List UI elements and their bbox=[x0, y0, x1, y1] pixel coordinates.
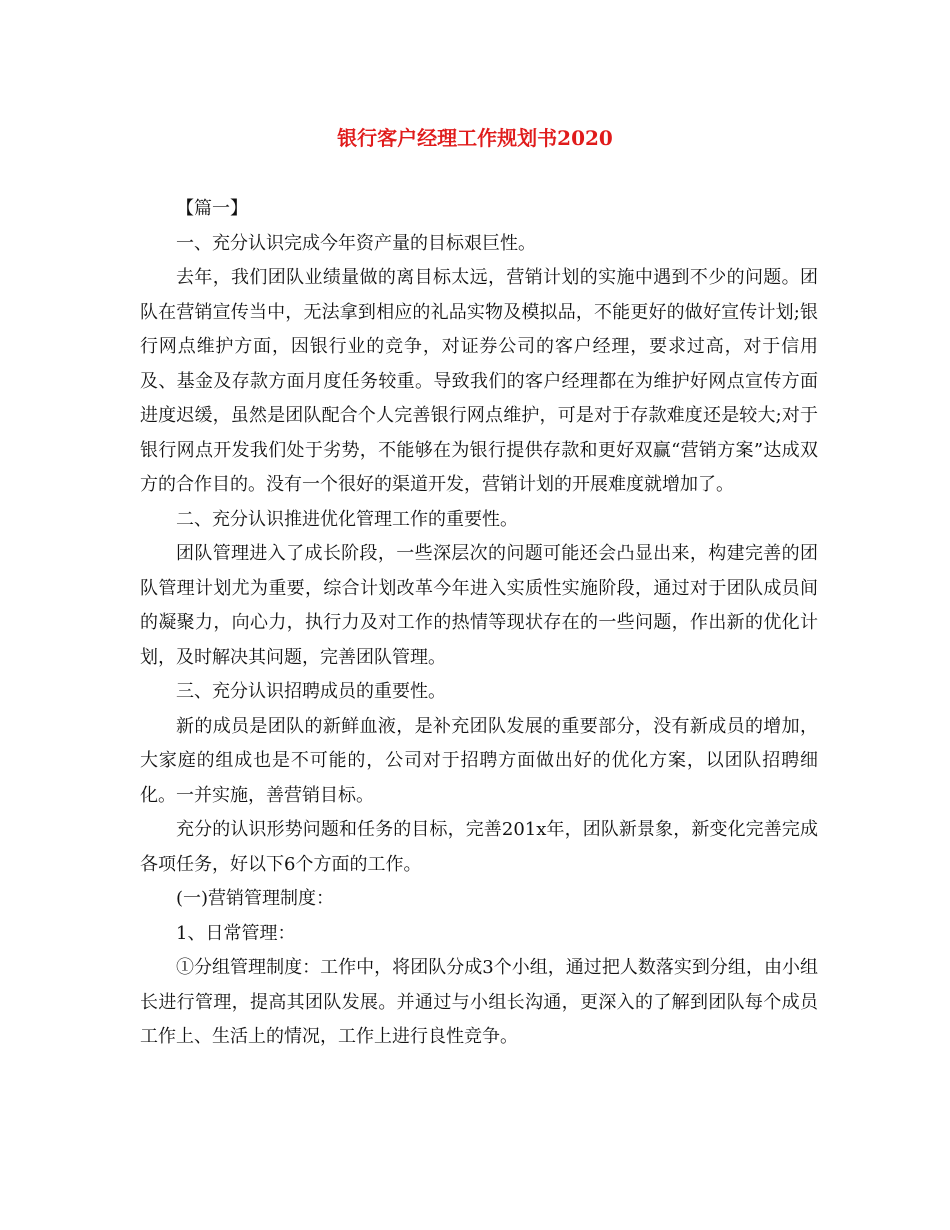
document-body bbox=[140, 192, 818, 1055]
subsection-heading: 二、充分认识推进优化管理工作的重要性。 bbox=[176, 508, 518, 530]
list-heading: (一)营销管理制度： bbox=[176, 888, 335, 909]
section-heading: 【篇一】 bbox=[176, 198, 248, 219]
subsection-heading: 三、充分认识招聘成员的重要性。 bbox=[176, 681, 446, 702]
list-item-heading: 1、日常管理： bbox=[176, 922, 296, 944]
subsection-heading: 一、充分认识完成今年资产量的目标艰巨性。 bbox=[176, 232, 536, 254]
document-title: 银行客户经理工作规划书2020 bbox=[337, 126, 613, 150]
body-paragraph: 充分的认识形势问题和任务的目标，完善201x年，团队新景象，新变化完善完成各项任务，好以下6个方面的工作。 bbox=[140, 819, 818, 875]
body-paragraph: 团队管理进入了成长阶段，一些深层次的问题可能还会凸显出来，构建完善的团队管理计划尤为重要，综合计划改革今年进入实质性实施阶段，通过对于团队成员间的凝聚力，向心力，执行力及对工作的热情等现状存在的一些问题，作出新的优化计划，及时解决其问题，完善团队管理。 bbox=[140, 543, 818, 668]
body-paragraph: 新的成员是团队的新鲜血液，是补充团队发展的重要部分，没有新成员的增加，大家庭的组成也是不可能的，公司对于招聘方面做出好的优化方案，以团队招聘细化。一并实施，善营销目标。 bbox=[140, 715, 818, 806]
body-paragraph: 去年，我们团队业绩量做的离目标太远，营销计划的实施中遇到不少的问题。团队在营销宣传当中，无法拿到相应的礼品实物及模拟品，不能更好的做好宣传计划;银行网点维护方面，因银行业的竞争，对证券公司的客户经理，要求过高，对于信用及、基金及存款方面月度任务较重。导致我们的客户经理都在为维护好网点宣传方面进度迟缓，虽然是团队配合个人完善银行网点维护，可是对于存款难度还是较大;对于银行网点开发我们处于劣势，不能够在为银行提供存款和更好双赢“营销方案”达成双方的合作目的。没有一个很好的渠道开发，营销计划的开展难度就增加了。 bbox=[140, 267, 818, 495]
body-paragraph: ①分组管理制度：工作中，将团队分成3个小组，通过把人数落实到分组，由小组长进行管理，提高其团队发展。并通过与小组长沟通，更深入的了解到团队每个成员工作上、生活上的情况，工作上进行良性竞争。 bbox=[140, 957, 818, 1047]
